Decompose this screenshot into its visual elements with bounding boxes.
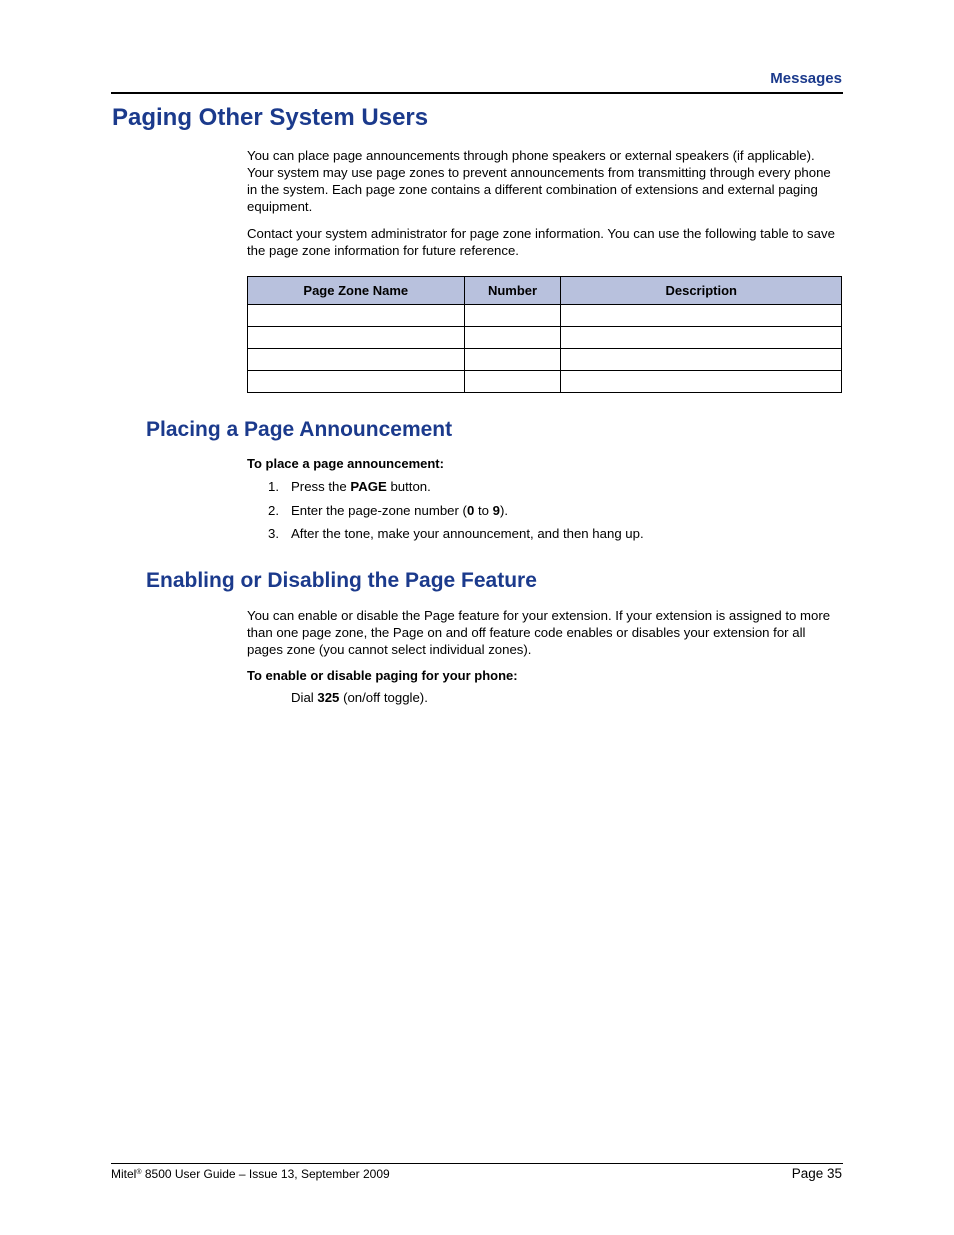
table-cell bbox=[248, 305, 465, 327]
zone-range-start: 0 bbox=[466, 502, 475, 518]
footer-guide-title: 8500 User Guide – Issue 13, September 2009 bbox=[141, 1167, 390, 1181]
zone-range-end: 9 bbox=[492, 502, 500, 518]
table-cell bbox=[464, 371, 561, 393]
contact-paragraph: Contact your system administrator for page zone information. You can use the following table to save the page zone information for future reference. bbox=[247, 226, 835, 258]
footer-document-info bbox=[111, 1167, 390, 1181]
table-cell bbox=[248, 327, 465, 349]
page-key-label: PAGE bbox=[350, 479, 387, 494]
table-cell bbox=[464, 349, 561, 371]
step-text: Enter the page-zone number (0 to 9). bbox=[291, 502, 509, 518]
page-zone-table bbox=[247, 276, 842, 393]
step-number: 2. bbox=[268, 502, 279, 518]
footer-brand: Mitel bbox=[111, 1167, 137, 1181]
header-rule bbox=[111, 92, 843, 94]
table-row bbox=[248, 371, 842, 393]
step-number: 3. bbox=[268, 526, 279, 541]
intro-paragraph: You can place page announcements through phone speakers or external speakers (if applicable). Your system may use page zones to prevent announcements from transmitting through every phone in the system. Each page zone contains a different combination of extensions and external paging equipment. bbox=[247, 148, 831, 214]
table-cell bbox=[561, 305, 842, 327]
placing-heading: Placing a Page Announcement bbox=[146, 418, 453, 441]
table-cell bbox=[561, 371, 842, 393]
step-text: After the tone, make your announcement, and then hang up. bbox=[291, 526, 644, 541]
column-header-description: Description bbox=[561, 277, 842, 305]
table-cell bbox=[248, 349, 465, 371]
table-cell bbox=[248, 371, 465, 393]
table-row bbox=[248, 305, 842, 327]
running-header-section: Messages bbox=[770, 70, 842, 87]
page-title: Paging Other System Users bbox=[112, 104, 429, 131]
table-cell bbox=[464, 305, 561, 327]
table-row bbox=[248, 349, 842, 371]
table-cell bbox=[464, 327, 561, 349]
footer-rule bbox=[111, 1163, 843, 1164]
enabling-heading: Enabling or Disabling the Page Feature bbox=[146, 569, 537, 592]
table-cell bbox=[561, 327, 842, 349]
placing-lead: To place a page announcement: bbox=[247, 456, 444, 471]
feature-code: 325 bbox=[317, 690, 340, 705]
column-header-page-zone-name: Page Zone Name bbox=[248, 277, 465, 305]
footer-page-number: Page 35 bbox=[791, 1166, 842, 1181]
enabling-paragraph: You can enable or disable the Page feature for your extension. If your extension is assigned to more than one page zone, the Page on and off feature code enables or disables your extension for all pages zone (you cannot select individual zones). bbox=[247, 608, 831, 657]
table-header-row bbox=[248, 277, 842, 305]
table-row bbox=[248, 327, 842, 349]
registered-mark: ® bbox=[136, 1169, 142, 1176]
step-number: 1. bbox=[268, 479, 279, 494]
step-text: Press the PAGE button. bbox=[291, 479, 431, 494]
enabling-lead: To enable or disable paging for your phone: bbox=[247, 668, 518, 683]
table-cell bbox=[561, 349, 842, 371]
dial-instruction: Dial 325 (on/off toggle). bbox=[291, 690, 428, 705]
column-header-number: Number bbox=[464, 277, 561, 305]
